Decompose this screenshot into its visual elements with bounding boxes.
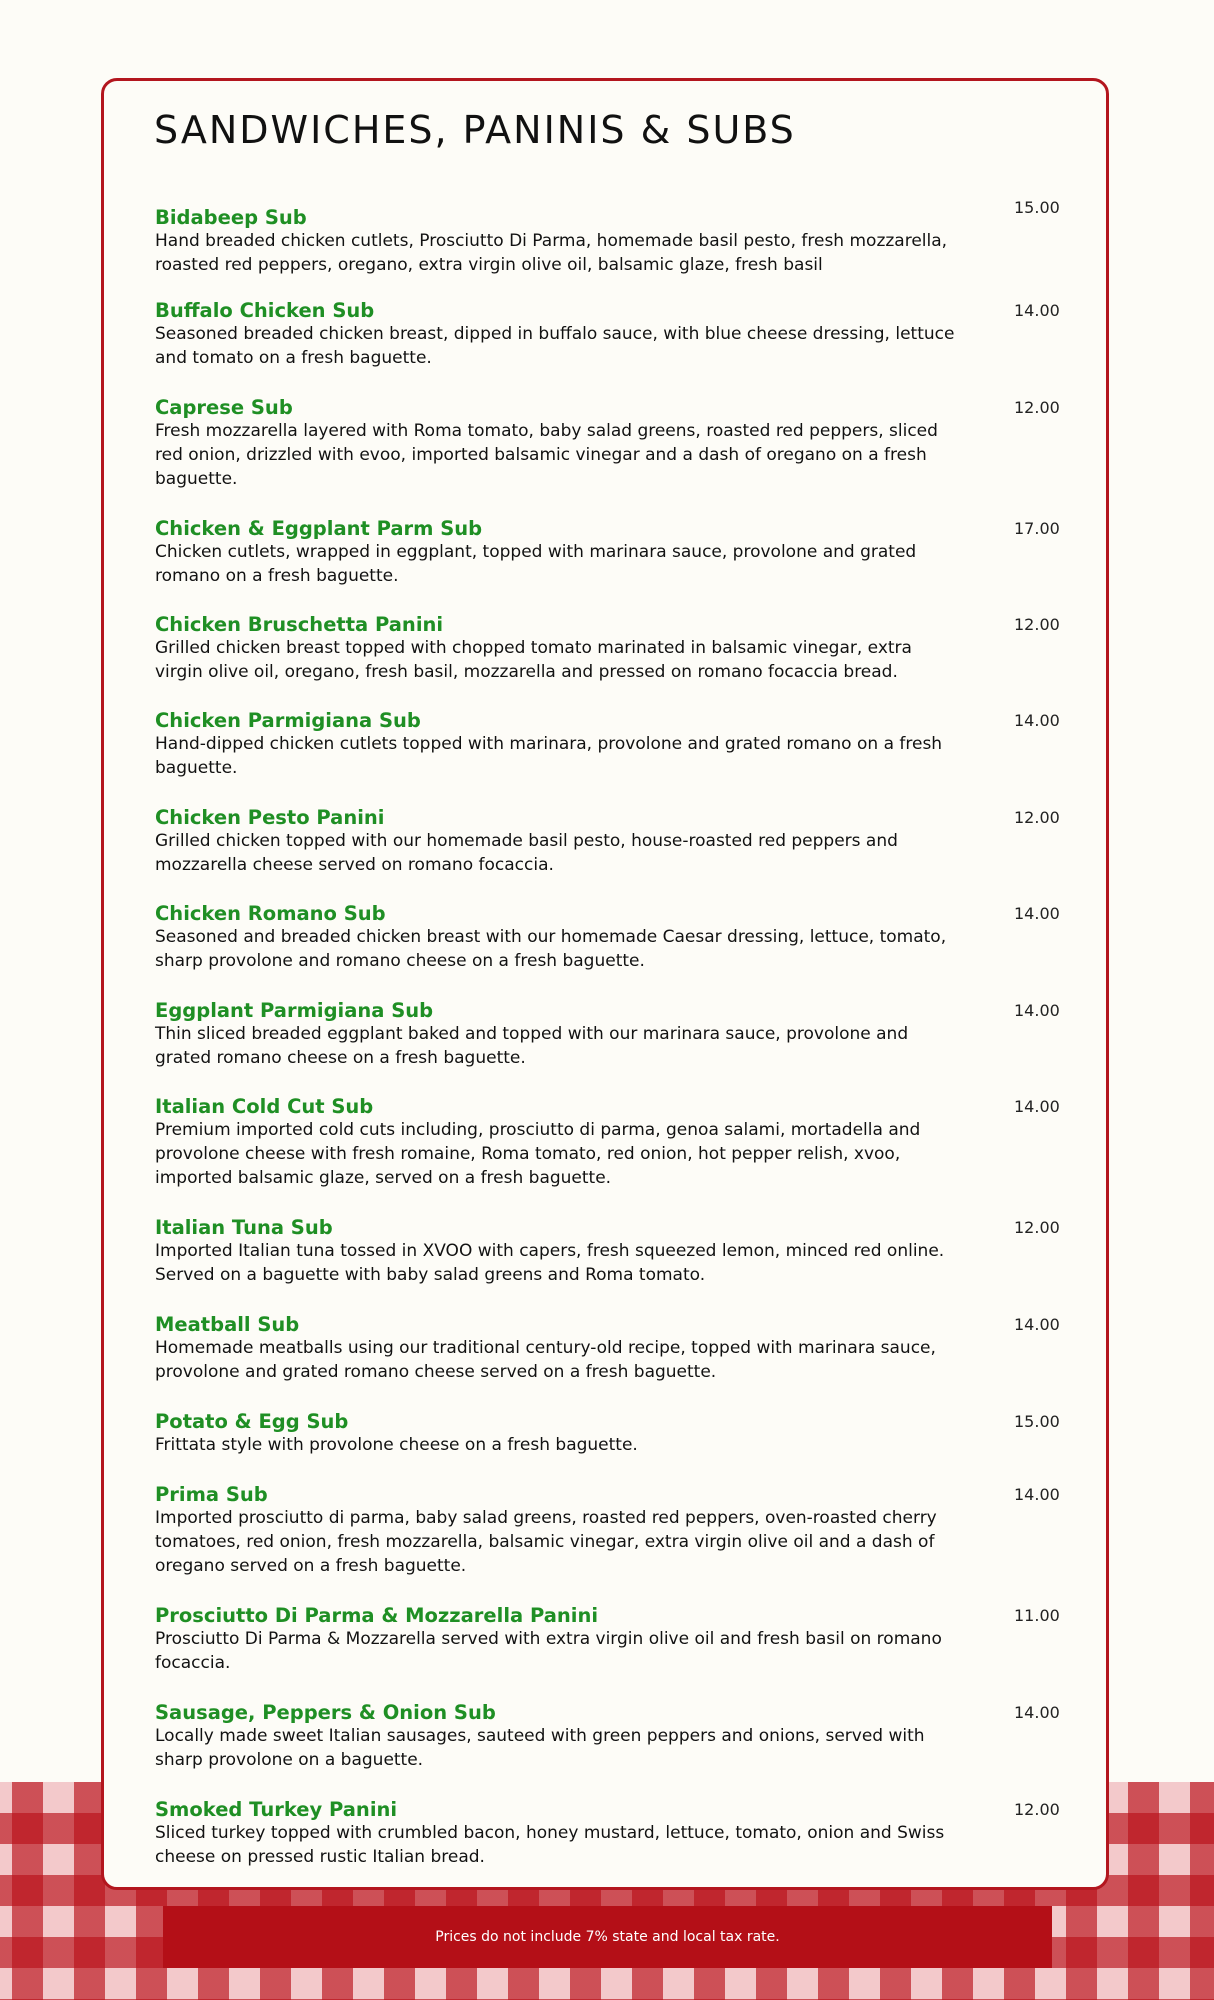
menu-item-price: 12.00 [1014,808,1060,827]
menu-item-description: Chicken cutlets, wrapped in eggplant, topped with marinara sauce, provolone and grated romano on a fresh baguette. [155,542,917,586]
menu-item [155,1604,1060,1675]
menu-item-description: Thin sliced breaded eggplant baked and topped with our marinara sauce, provolone and grated romano cheese on a fresh baguette. [155,1024,909,1068]
menu-item-name: Buffalo Chicken Sub [155,299,375,322]
menu-item-price: 11.00 [1014,1606,1060,1625]
menu-item-name: Sausage, Peppers & Onion Sub [155,1701,496,1724]
menu-item [155,1410,1060,1457]
menu-item-price: 17.00 [1014,519,1060,538]
menu-item [155,517,1060,588]
menu-item-description: Homemade meatballs using our traditional century-old recipe, topped with marinara sauce, provolone and grated romano cheese served on a fresh baguette. [155,1338,936,1382]
menu-item-price: 14.00 [1014,1001,1060,1020]
menu-item-name: Potato & Egg Sub [155,1410,349,1433]
menu-item-description: Fresh mozzarella layered with Roma tomato, baby salad greens, roasted red peppers, sliced red onion, drizzled with evoo, imported balsamic vinegar and a dash of oregano on a fresh baguette. [155,421,938,489]
menu-item [155,806,1060,877]
menu-item-name: Prosciutto Di Parma & Mozzarella Panini [155,1604,599,1627]
menu-item-price: 15.00 [1014,198,1060,217]
menu-item-price: 14.00 [1014,301,1060,320]
menu-item-description: Locally made sweet Italian sausages, sauteed with green peppers and onions, served with sharp provolone on a baguette. [155,1726,925,1770]
menu-item-price: 12.00 [1014,398,1060,417]
menu-item [155,613,1060,684]
menu-item [155,1798,1060,1869]
menu-item-price: 12.00 [1014,1800,1060,1819]
menu-item [155,709,1060,780]
menu-item [155,1216,1060,1287]
menu-item-name: Italian Cold Cut Sub [155,1095,374,1118]
menu-item-description: Imported Italian tuna tossed in XVOO with capers, fresh squeezed lemon, minced red online. Served on a baguette with baby salad greens and Roma tomato. [155,1241,945,1285]
menu-item-price: 15.00 [1014,1412,1060,1431]
menu-item-name: Chicken Parmigiana Sub [155,709,421,732]
menu-item-description: Hand-dipped chicken cutlets topped with marinara, provolone and grated romano on a fresh baguette. [155,734,943,778]
menu-item-price: 14.00 [1014,1097,1060,1116]
menu-item [155,1095,1060,1190]
menu-item [155,396,1060,491]
menu-item-price: 14.00 [1014,1703,1060,1722]
menu-item-description: Seasoned and breaded chicken breast with our homemade Caesar dressing, lettuce, tomato, sharp provolone and romano cheese on a fresh baguette. [155,927,947,971]
menu-item-name: Chicken Bruschetta Panini [155,613,444,636]
menu-item-description: Hand breaded chicken cutlets, Prosciutto Di Parma, homemade basil pesto, fresh mozzarella, roasted red peppers, oregano, extra virgin olive oil, balsamic glaze, fresh basil [155,231,948,275]
menu-item [155,1701,1060,1772]
menu-title: SANDWICHES, PANINIS & SUBS [154,108,796,152]
menu-item [155,999,1060,1070]
menu-item [155,902,1060,973]
menu-item-name: Meatball Sub [155,1313,300,1336]
menu-item-price: 14.00 [1014,1315,1060,1334]
menu-item [155,198,1060,277]
menu-item-name: Chicken & Eggplant Parm Sub [155,517,483,540]
menu-item-price: 14.00 [1014,904,1060,923]
menu-item-name: Smoked Turkey Panini [155,1798,398,1821]
menu-item-price: 12.00 [1014,1218,1060,1237]
menu-item-name: Chicken Pesto Panini [155,806,385,829]
menu-item-description: Grilled chicken breast topped with chopped tomato marinated in balsamic vinegar, extra virgin olive oil, oregano, fresh basil, mozzarella and pressed on romano focaccia bread. [155,638,912,682]
menu-item-name: Caprese Sub [155,396,293,419]
menu-item [155,1313,1060,1384]
menu-item-description: Frittata style with provolone cheese on a fresh baguette. [155,1435,638,1455]
menu-item-description: Prosciutto Di Parma & Mozzarella served with extra virgin olive oil and fresh basil on romano focaccia. [155,1629,942,1673]
menu-item [155,1483,1060,1578]
menu-item-description: Seasoned breaded chicken breast, dipped in buffalo sauce, with blue cheese dressing, lettuce and tomato on a fresh baguette. [155,324,955,368]
menu-item-name: Bidabeep Sub [155,206,307,229]
menu-item-price: 14.00 [1014,711,1060,730]
menu-item-price: 12.00 [1014,615,1060,634]
menu-item-list [155,190,1060,1869]
tax-disclaimer-banner: Prices do not include 7% state and local tax rate. [163,1906,1052,1968]
menu-item [155,299,1060,370]
menu-item-description: Premium imported cold cuts including, prosciutto di parma, genoa salami, mortadella and provolone cheese with fresh romaine, Roma tomato, red onion, hot pepper relish, xvoo, imported balsamic glaze, served on a fresh baguette. [155,1120,921,1188]
menu-item-name: Eggplant Parmigiana Sub [155,999,434,1022]
menu-item-description: Imported prosciutto di parma, baby salad greens, roasted red peppers, oven-roasted cherry tomatoes, red onion, fresh mozzarella, balsamic vinegar, extra virgin olive oil and a dash of oregano served on a fresh baguette. [155,1508,937,1576]
menu-item-name: Chicken Romano Sub [155,902,386,925]
menu-item-name: Prima Sub [155,1483,268,1506]
menu-item-price: 14.00 [1014,1485,1060,1504]
menu-item-description: Grilled chicken topped with our homemade basil pesto, house-roasted red peppers and mozzarella cheese served on romano focaccia. [155,831,898,875]
menu-item-description: Sliced turkey topped with crumbled bacon, honey mustard, lettuce, tomato, onion and Swiss cheese on pressed rustic Italian bread. [155,1823,945,1867]
menu-item-name: Italian Tuna Sub [155,1216,333,1239]
